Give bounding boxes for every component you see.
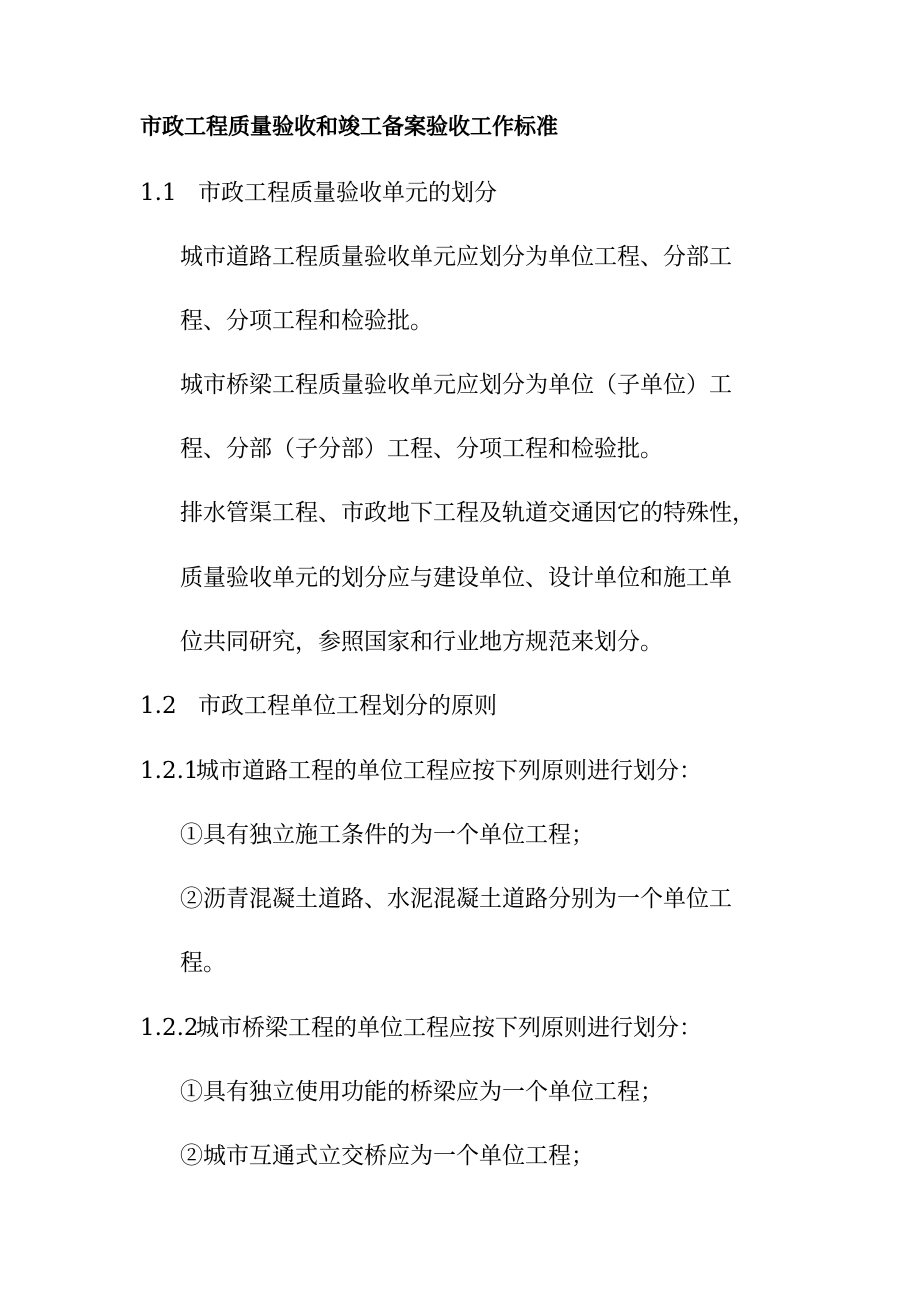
paragraph-line: 城市道路工程质量验收单元应划分为单位工程、分部工 xyxy=(180,244,732,270)
list-item: ①具有独立使用功能的桥梁应为一个单位工程； xyxy=(180,1079,663,1105)
paragraph-line: 程、分项工程和检验批。 xyxy=(180,308,433,334)
paragraph-line: 质量验收单元的划分应与建设单位、设计单位和施工单 xyxy=(180,565,732,591)
section-title: 城市桥梁工程的单位工程应按下列原则进行划分： xyxy=(196,1015,702,1041)
list-item: ①具有独立施工条件的为一个单位工程； xyxy=(180,822,594,848)
section-number: 1.1 xyxy=(140,180,177,206)
paragraph-line: 排水管渠工程、市政地下工程及轨道交通因它的特殊性， xyxy=(180,500,755,526)
section-number: 1.2 xyxy=(140,693,177,719)
section-title: 市政工程单位工程划分的原则 xyxy=(198,693,497,719)
section-heading-1-2-1 xyxy=(140,756,702,786)
paragraph-line: 位共同研究，参照国家和行业地方规范来划分。 xyxy=(180,629,663,655)
list-item: ②沥青混凝土道路、水泥混凝土道路分别为一个单位工 xyxy=(180,886,732,912)
section-title: 市政工程质量验收单元的划分 xyxy=(198,180,497,206)
section-heading-1-2 xyxy=(140,691,497,721)
section-number: 1.2.1 xyxy=(140,758,199,784)
section-heading-1-2-2 xyxy=(140,1013,702,1043)
document-title: 市政工程质量验收和竣工备案验收工作标准 xyxy=(140,115,559,140)
list-item: ②城市互通式立交桥应为一个单位工程； xyxy=(180,1143,594,1169)
section-title: 城市道路工程的单位工程应按下列原则进行划分： xyxy=(196,758,702,784)
list-item: 程。 xyxy=(180,950,226,976)
section-heading-1-1 xyxy=(140,178,497,208)
paragraph-line: 程、分部（子分部）工程、分项工程和检验批。 xyxy=(180,436,663,462)
section-number: 1.2.2 xyxy=(140,1015,199,1041)
paragraph-line: 城市桥梁工程质量验收单元应划分为单位（子单位）工 xyxy=(180,372,732,398)
